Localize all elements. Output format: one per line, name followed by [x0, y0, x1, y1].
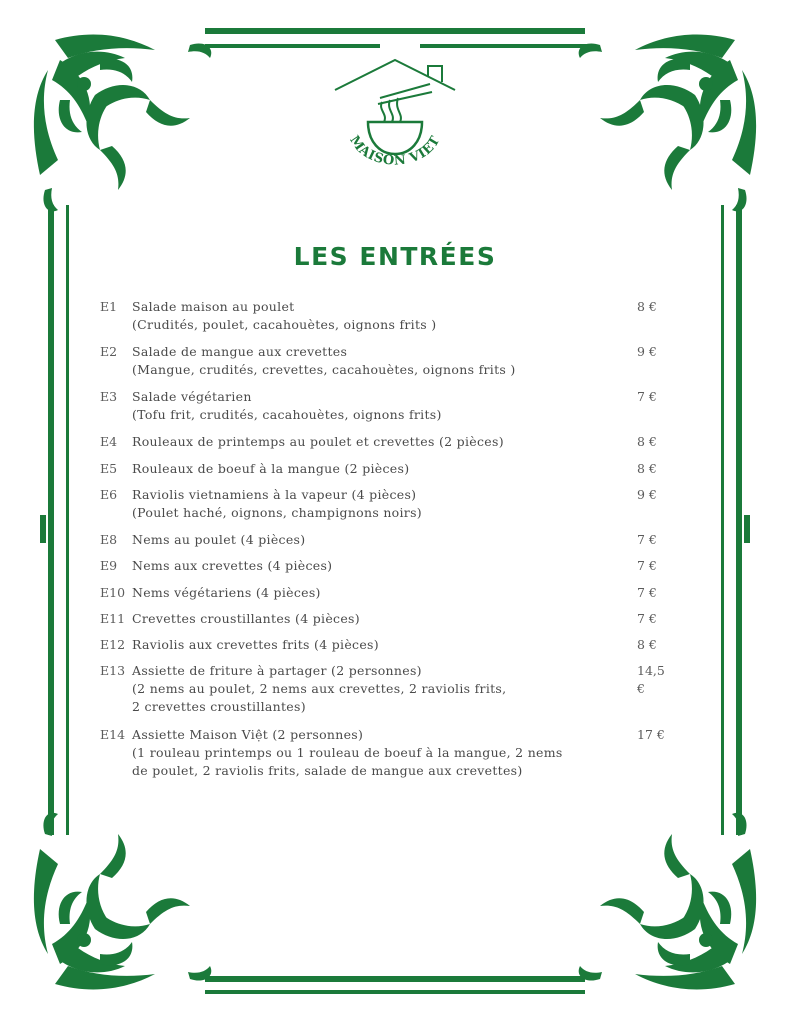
item-description-continued: 2 crevettes croustillantes) [132, 699, 306, 714]
item-price [637, 584, 677, 602]
item-price [637, 433, 677, 451]
logo-brand-text: MAISON VIET [346, 133, 444, 169]
item-price [637, 636, 677, 654]
item-price-value: 14,5 [637, 663, 665, 678]
item-code: E6 [100, 487, 118, 502]
item-description-continued: de poulet, 2 raviolis frits, salade de mangue aux crevettes) [132, 763, 523, 778]
item-text [132, 726, 592, 780]
item-description: (1 rouleau printemps ou 1 rouleau de boeuf à la mangue, 2 nems [132, 745, 563, 760]
item-price-value: 17 € [637, 727, 665, 742]
item-code: E10 [100, 585, 126, 600]
item-price-value: 7 € [637, 611, 657, 626]
item-price [637, 298, 677, 316]
item-name: Nems aux crevettes (4 pièces) [132, 558, 333, 573]
item-price-value: 7 € [637, 532, 657, 547]
item-code: E9 [100, 558, 118, 573]
item-price [637, 486, 677, 504]
item-price [637, 388, 677, 406]
item-text [132, 610, 592, 628]
item-price [637, 343, 677, 361]
item-price [637, 460, 677, 478]
item-text [132, 433, 592, 451]
item-name: Salade maison au poulet [132, 299, 295, 314]
item-name: Salade de mangue aux crevettes [132, 344, 348, 359]
item-price [637, 557, 677, 575]
item-name: Raviolis aux crevettes frits (4 pièces) [132, 637, 379, 652]
item-code: E2 [100, 344, 118, 359]
item-description: (Tofu frit, crudités, cacahouètes, oignons frits) [132, 407, 442, 422]
item-text [132, 636, 592, 654]
item-code: E4 [100, 434, 118, 449]
item-price-value: 8 € [637, 434, 657, 449]
item-price-value: 8 € [637, 637, 657, 652]
item-price [637, 726, 677, 744]
item-price-value: 7 € [637, 389, 657, 404]
item-name: Assiette de friture à partager (2 personnes) [132, 663, 422, 678]
section-title: LES ENTRÉES [293, 242, 497, 271]
item-description: (2 nems au poulet, 2 nems aux crevettes, 2 raviolis frits, [132, 681, 507, 696]
item-text [132, 557, 592, 575]
item-code: E8 [100, 532, 118, 547]
item-price [637, 610, 677, 628]
item-price [637, 531, 677, 549]
item-price-value: 7 € [637, 558, 657, 573]
item-name: Raviolis vietnamiens à la vapeur (4 pièces) [132, 487, 417, 502]
item-name: Nems végétariens (4 pièces) [132, 585, 321, 600]
item-price-value: 9 € [637, 344, 657, 359]
item-name: Nems au poulet (4 pièces) [132, 532, 306, 547]
item-text [132, 460, 592, 478]
item-name: Crevettes croustillantes (4 pièces) [132, 611, 360, 626]
item-text [132, 662, 592, 716]
item-code: E14 [100, 727, 126, 742]
item-description: (Poulet haché, oignons, champignons noirs) [132, 505, 422, 520]
item-name: Rouleaux de boeuf à la mangue (2 pièces) [132, 461, 410, 476]
item-text [132, 388, 592, 424]
item-description: (Mangue, crudités, crevettes, cacahouètes, oignons frits ) [132, 362, 516, 377]
item-text [132, 531, 592, 549]
item-code: E11 [100, 611, 126, 626]
item-price-value: 8 € [637, 461, 657, 476]
item-price [637, 662, 677, 698]
item-name: Salade végétarien [132, 389, 252, 404]
item-price-currency: € [637, 681, 645, 696]
item-code: E12 [100, 637, 126, 652]
item-text [132, 584, 592, 602]
item-text [132, 298, 592, 334]
item-price-value: 9 € [637, 487, 657, 502]
item-code: E13 [100, 663, 126, 678]
item-text [132, 486, 592, 522]
item-price-value: 8 € [637, 299, 657, 314]
item-name: Rouleaux de printemps au poulet et crevettes (2 pièces) [132, 434, 504, 449]
item-description: (Crudités, poulet, cacahouètes, oignons frits ) [132, 317, 437, 332]
item-code: E1 [100, 299, 118, 314]
item-name: Assiette Maison Việt (2 personnes) [132, 727, 364, 742]
item-price-value: 7 € [637, 585, 657, 600]
item-code: E3 [100, 389, 118, 404]
item-text [132, 343, 592, 379]
item-code: E5 [100, 461, 118, 476]
